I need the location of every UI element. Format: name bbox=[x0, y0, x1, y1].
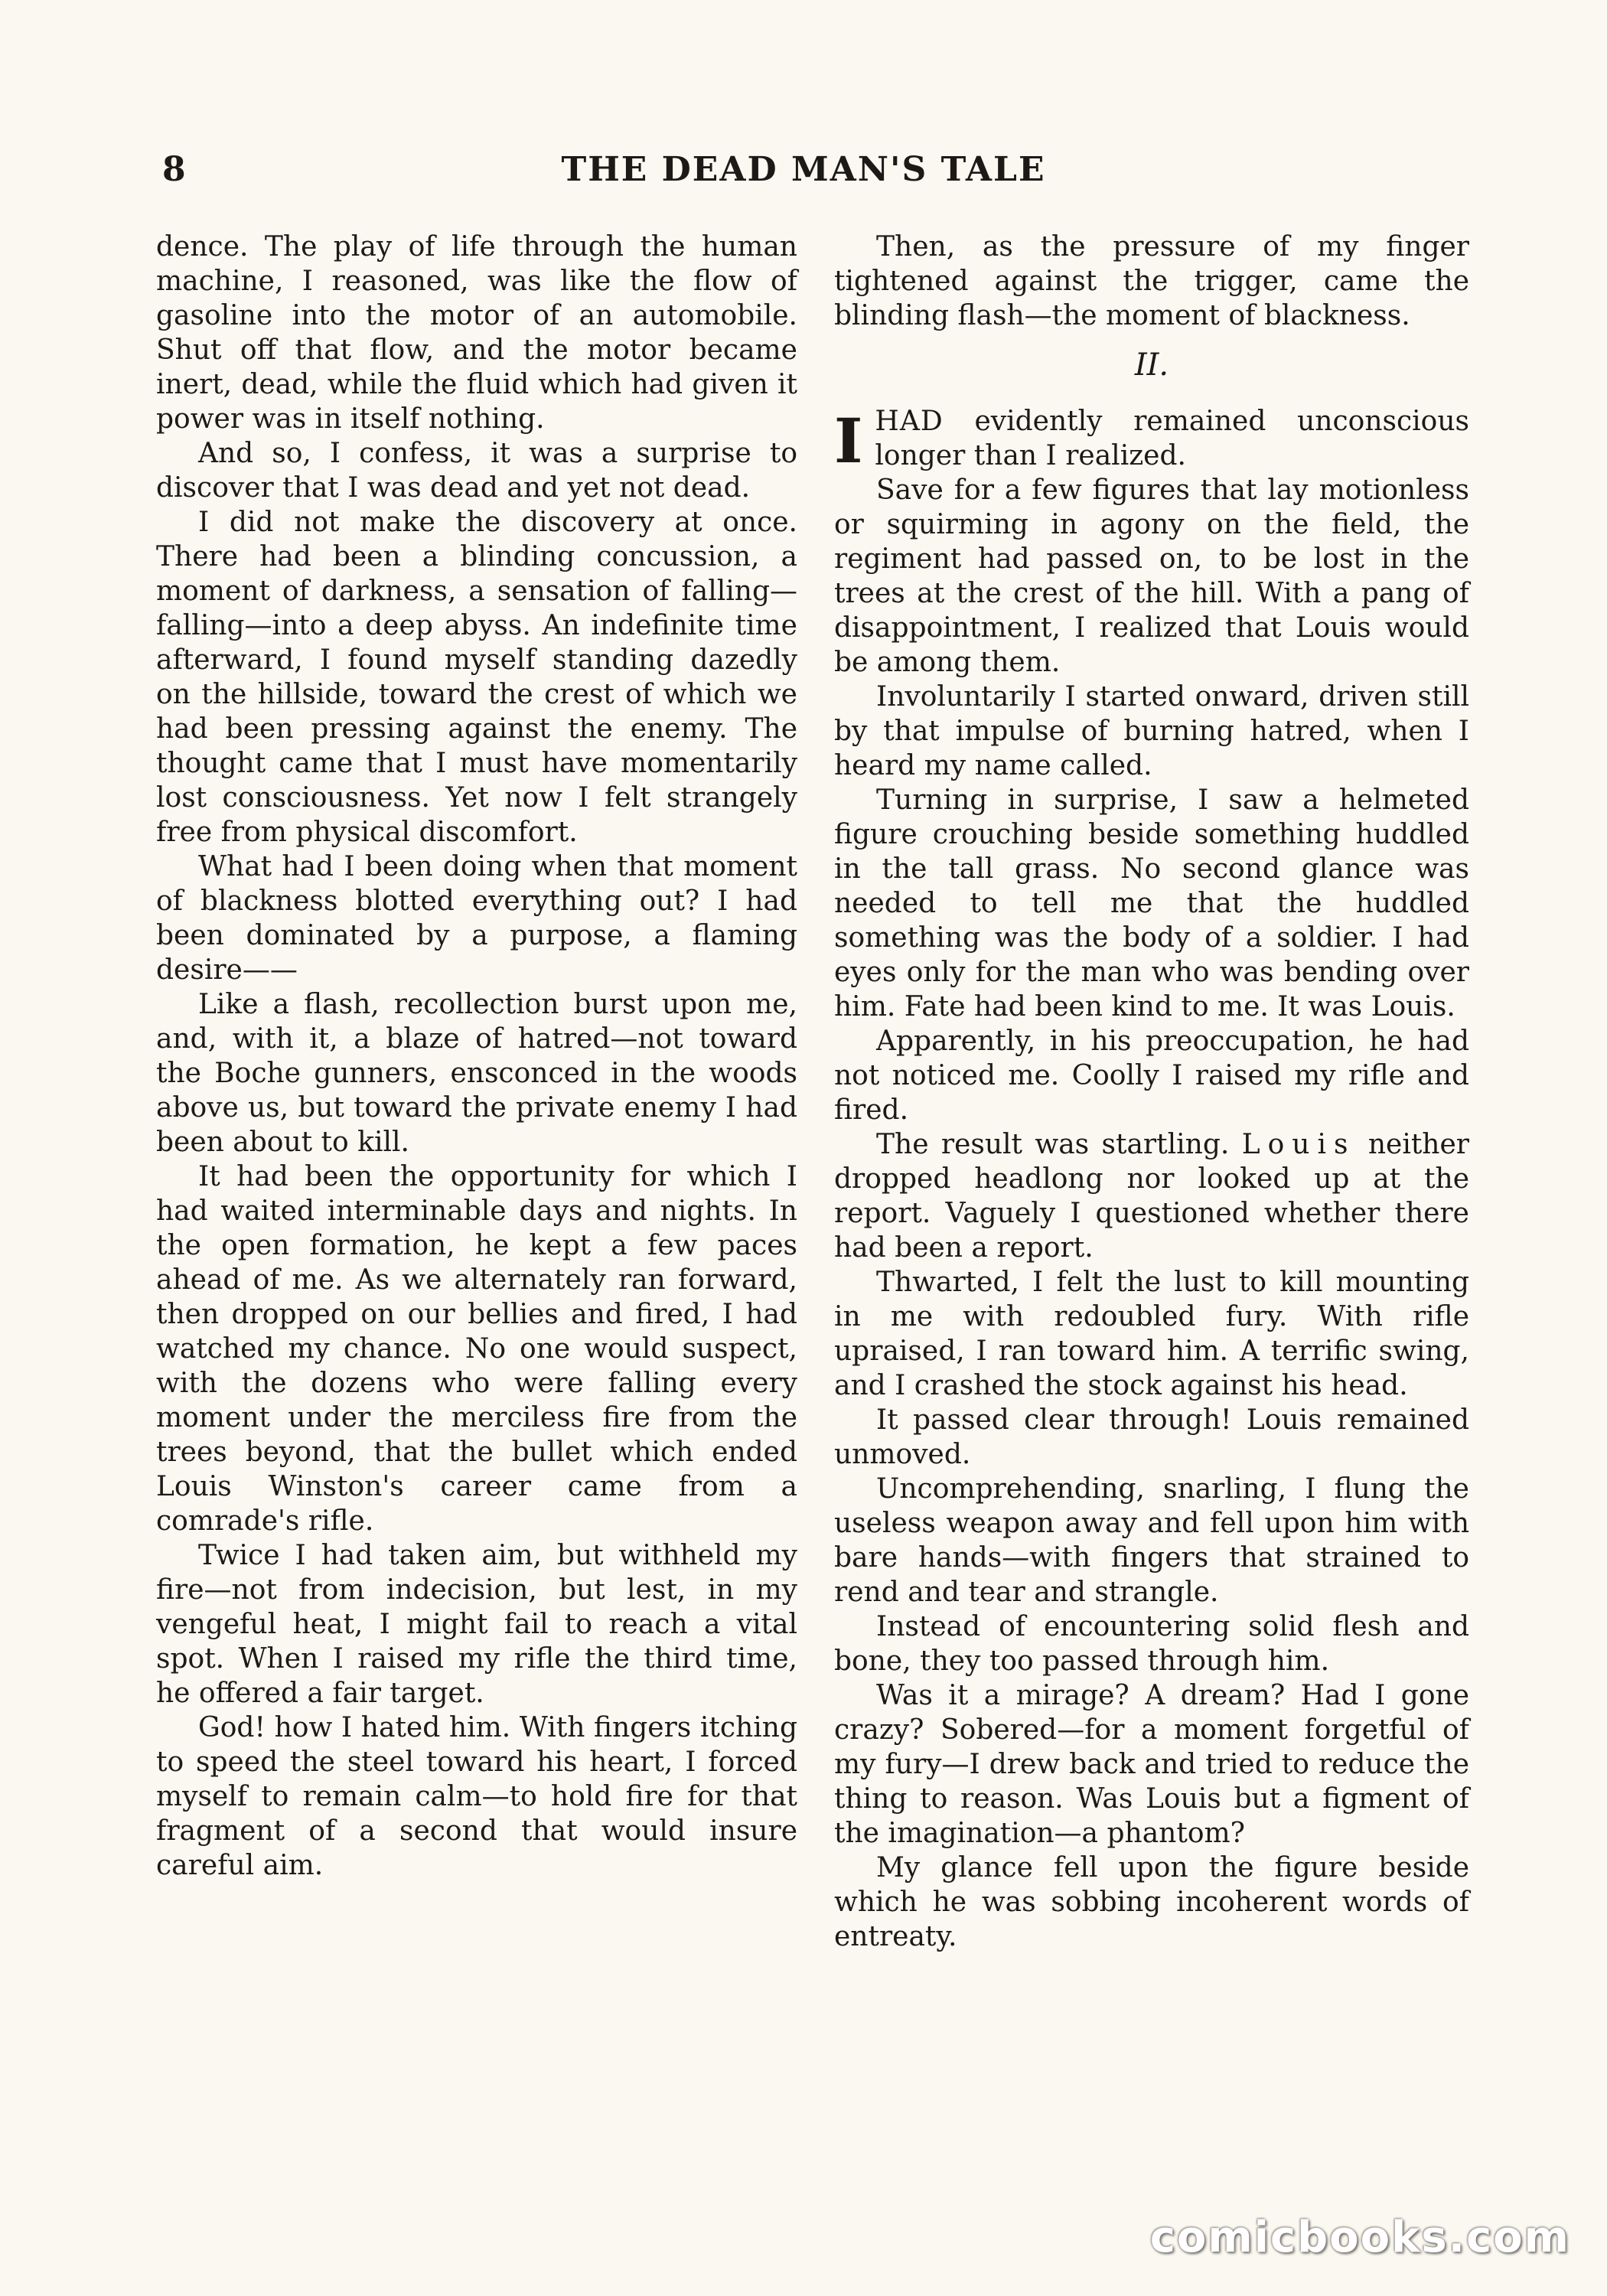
watermark-logo: comicbooks.com bbox=[1149, 2213, 1570, 2262]
paragraph: Twice I had taken aim, but withheld my fire—not from indecision, but lest, in my vengeful heat, I might fail to reach a vital spot. When I raised my rifle the third time, he offered a fair target. bbox=[156, 1540, 797, 1709]
result-lead: The result was startling. bbox=[876, 1129, 1242, 1160]
paragraph: Like a flash, recollection burst upon me, and, with it, a blaze of hatred—not toward the Boche gunners, ensconced in the woods above us, but toward the private enemy I had been about to kill. bbox=[156, 989, 797, 1158]
left-column bbox=[156, 230, 797, 1883]
paragraph: My glance fell upon the figure beside which he was sobbing incoherent words of entreaty. bbox=[834, 1852, 1469, 1952]
paragraph: It had been the opportunity for which I had waited interminable days and nights. In the open formation, he kept a few paces ahead of me. As we alternately ran forward, then dropped on our bellies and fired, I had watched my chance. No one would suspect, with the dozens who were falling every moment under the merciless fire from the trees beyond, that the bullet which ended Louis Winston's career came from a comrade's rifle. bbox=[156, 1161, 797, 1537]
paragraph-drop-cap bbox=[834, 404, 1469, 477]
paragraph: Save for a few figures that lay motionless or squirming in agony on the field, the regiment had passed on, to be lost in the trees at the crest of the hill. With a pang of disappointment, I realized that Louis would be among them. bbox=[834, 475, 1469, 678]
paragraph: And so, I confess, it was a surprise to discover that I was dead and yet not dead. bbox=[156, 438, 797, 504]
paragraph: Instead of encountering solid flesh and bone, they too passed through him. bbox=[834, 1611, 1469, 1677]
paragraph: Was it a mirage? A dream? Had I gone crazy? Sobered—for a moment forgetful of my fury—I drew back and tried to reduce the thing to reason. Was Louis but a figment of the imagination—a phantom? bbox=[834, 1680, 1469, 1849]
right-column bbox=[834, 230, 1469, 1954]
drop-cap-rest: evidently remained unconscious longer than I realized. bbox=[875, 406, 1469, 471]
drop-cap-caps: HAD bbox=[875, 406, 944, 437]
paragraph bbox=[834, 1127, 1469, 1265]
drop-cap: I bbox=[834, 405, 863, 477]
paragraph: Thwarted, I felt the lust to kill mounting in me with redoubled fury. With rifle upraised, I ran toward him. A terrific swing, and I crashed the stock against his head. bbox=[834, 1267, 1469, 1401]
section-heading: II. bbox=[1134, 347, 1169, 383]
name-spaced: Louis bbox=[1241, 1129, 1356, 1160]
paragraph: What had I been doing when that moment of blackness blotted everything out? I had been dominated by a purpose, a flaming desire—— bbox=[156, 851, 797, 986]
paragraph: Then, as the pressure of my finger tightened against the trigger, came the blinding flash—the moment of blackness. bbox=[834, 231, 1469, 331]
running-title: THE DEAD MAN'S TALE bbox=[561, 150, 1046, 189]
paragraph: Uncomprehending, snarling, I flung the useless weapon away and fell upon him with bare hands—with fingers that strained to rend and tear and strangle. bbox=[834, 1473, 1469, 1608]
page-number: 8 bbox=[162, 150, 186, 189]
paragraph: Apparently, in his preoccupation, he had not noticed me. Coolly I raised my rifle and fired. bbox=[834, 1026, 1469, 1126]
paragraph: It passed clear through! Louis remained unmoved. bbox=[834, 1404, 1469, 1470]
paragraph: Turning in surprise, I saw a helmeted figure crouching beside something huddled in the tall grass. No second glance was needed to tell me that the huddled something was the body of a soldier. I had eyes only for the man who was bending over him. Fate had been kind to me. It was Louis. bbox=[834, 784, 1469, 1022]
paragraph: dence. The play of life through the human machine, I reasoned, was like the flow of gasoline into the motor of an automobile. Shut off that flow, and the motor became inert, dead, while the fluid which had given it power was in itself nothing. bbox=[156, 231, 797, 435]
paragraph: God! how I hated him. With fingers itching to speed the steel toward his heart, I forced myself to remain calm—to hold fire for that fragment of a second that would insure careful aim. bbox=[156, 1712, 797, 1881]
result-rest: neither dropped headlong nor looked up at the report. Vaguely I questioned whether there had been a report. bbox=[834, 1129, 1469, 1264]
paragraph: I did not make the discovery at once. There had been a blinding concussion, a moment of darkness, a sensation of falling—falling—into a deep abyss. An indefinite time afterward, I found myself standing dazedly on the hillside, toward the crest of which we had been pressing against the enemy. The thought came that I must have momentarily lost consciousness. Yet now I felt strangely free from physical discomfort. bbox=[156, 507, 797, 848]
paragraph: Involuntarily I started onward, driven still by that impulse of burning hatred, when I heard my name called. bbox=[834, 681, 1469, 781]
